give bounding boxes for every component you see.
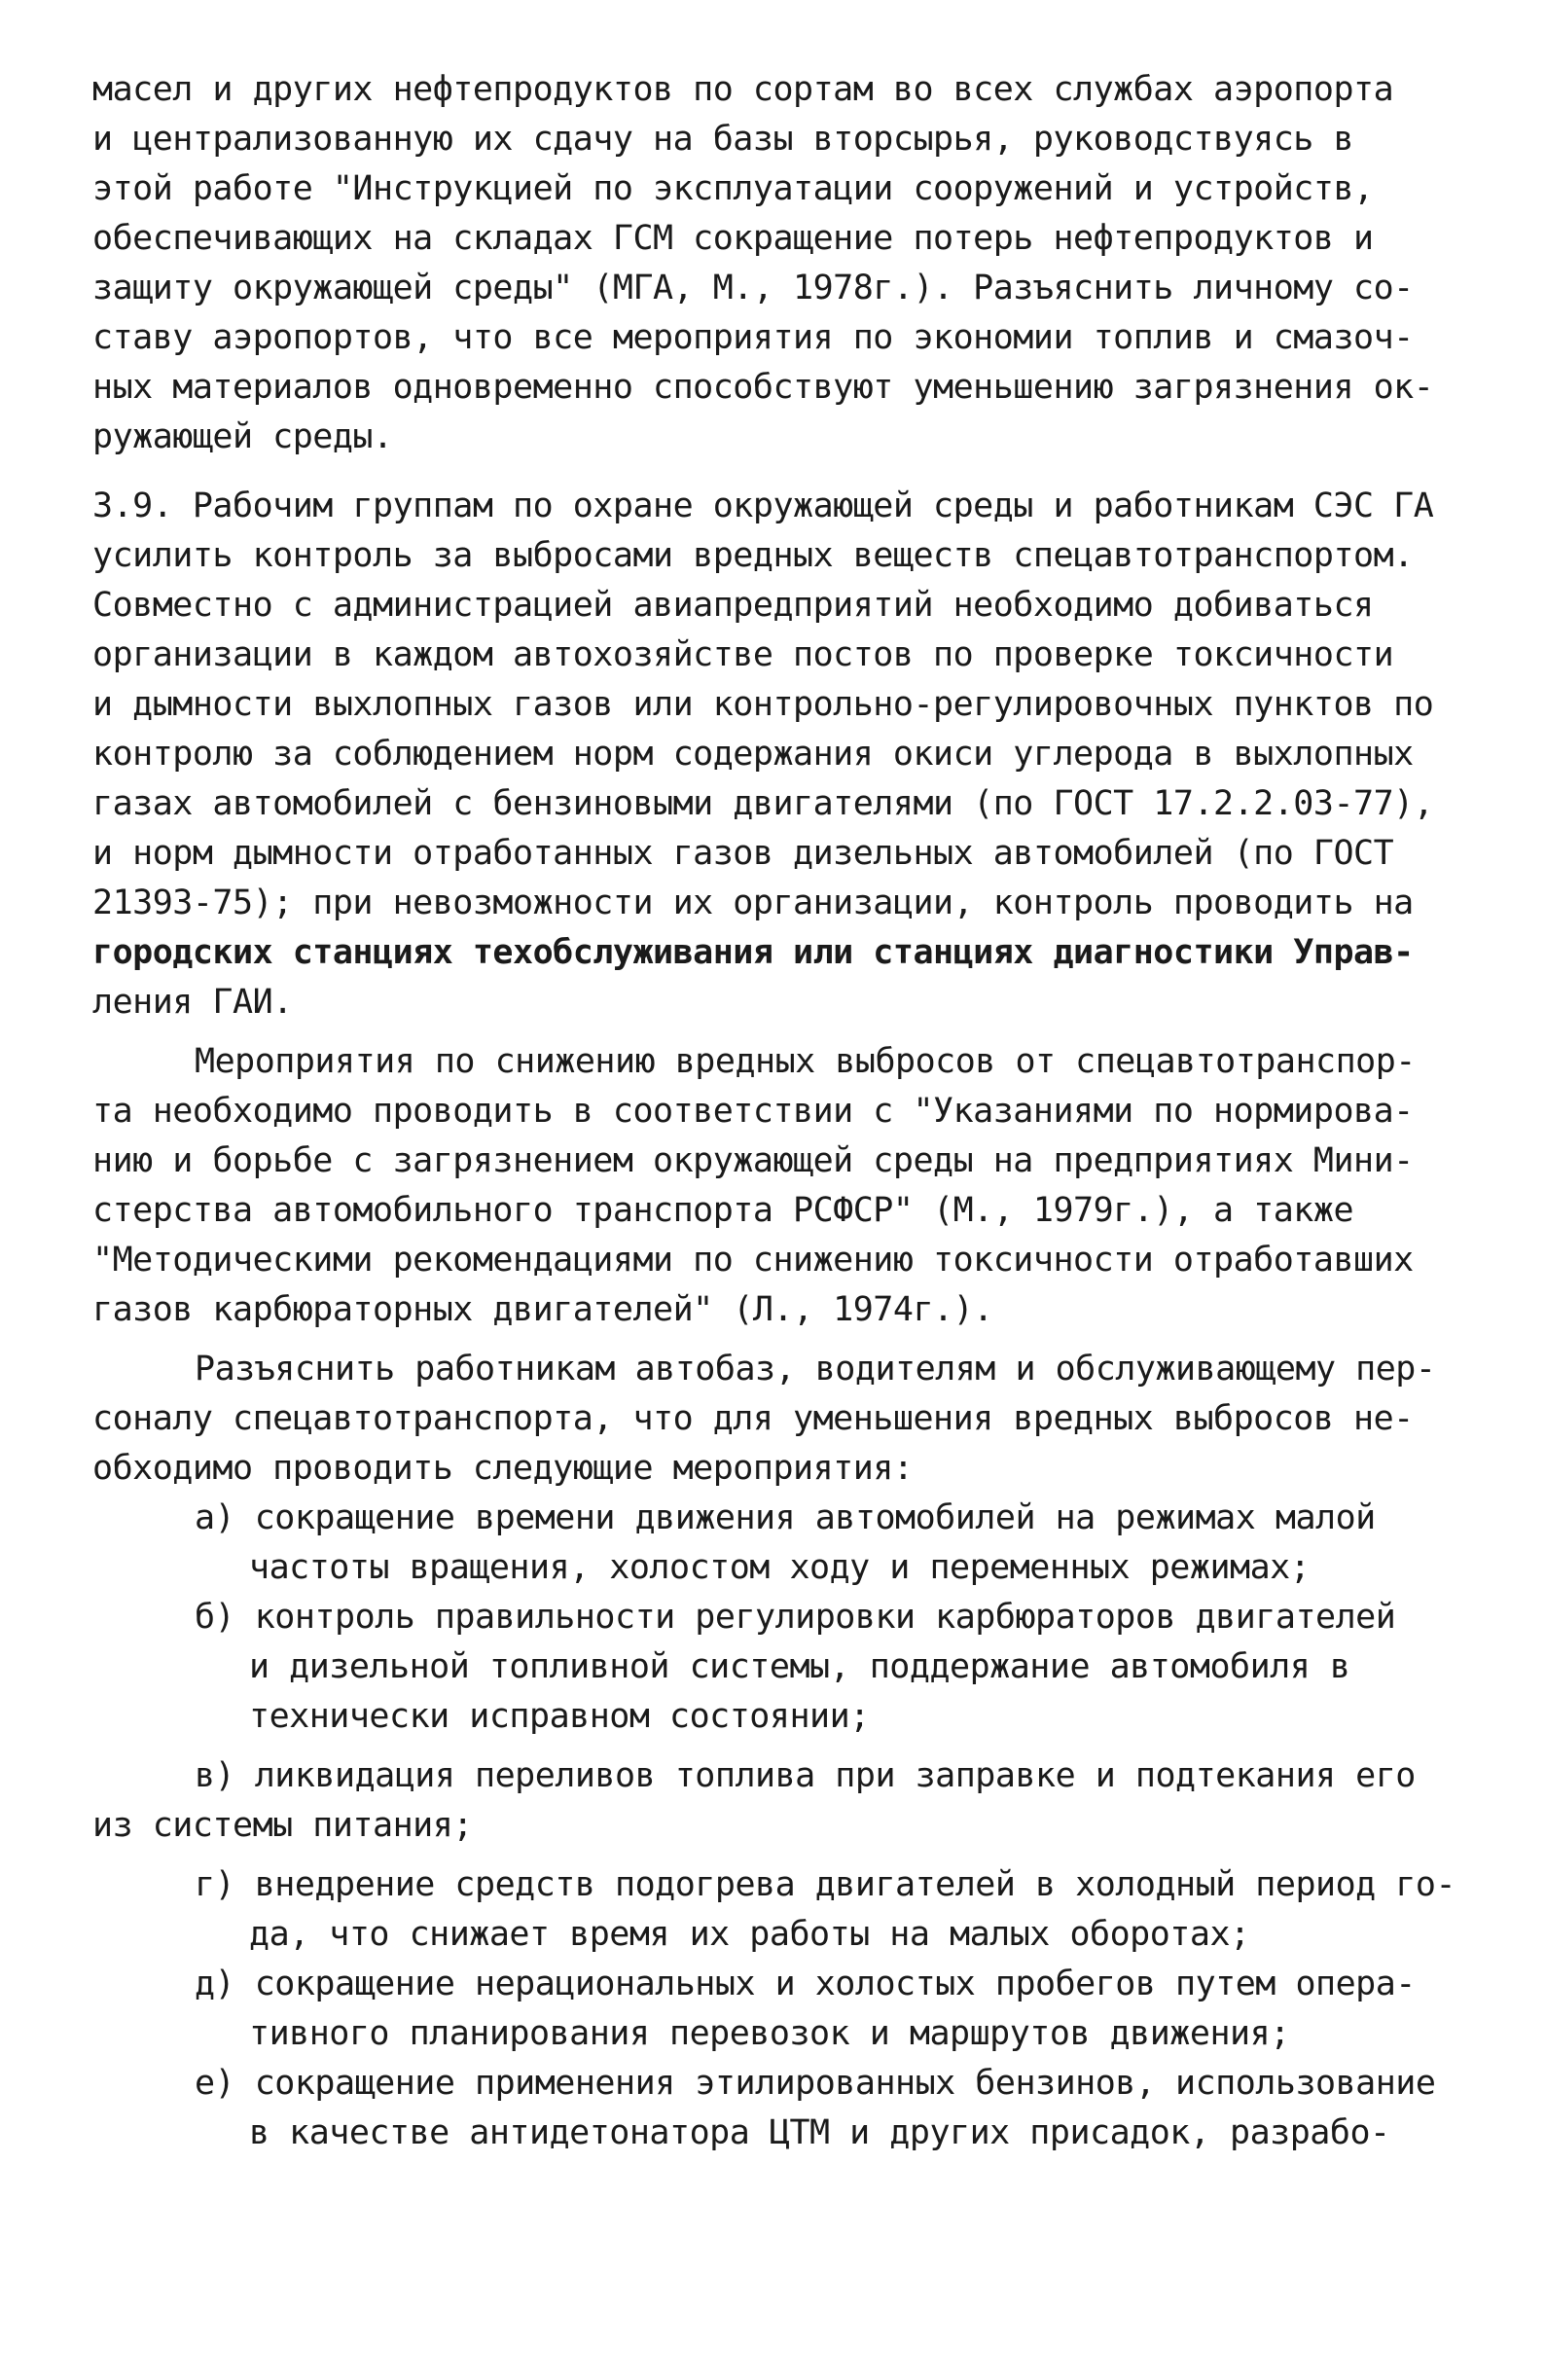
text-line: газах автомобилей с бензиновыми двигателями (по ГОСТ 17.2.2.03-77), [92, 784, 1434, 823]
list-item-d: д) сокращение нерациональных и холостых пробегов путем опера- [195, 1965, 1416, 2003]
text-line: соналу спецавтотранспорта, что для уменьшения вредных выбросов не- [92, 1399, 1414, 1438]
text-line: этой работе "Инструкцией по эксплуатации сооружений и устройств, [92, 169, 1374, 208]
text-line: "Методическими рекомендациями по снижению токсичности отработавших [92, 1241, 1414, 1280]
text-line: и норм дымности отработанных газов дизельных автомобилей (по ГОСТ [92, 834, 1394, 873]
text-line: газов карбюраторных двигателей" (Л., 1974г.). [92, 1290, 993, 1329]
text-line: контролю за соблюдением норм содержания окиси углерода в выхлопных [92, 735, 1414, 774]
text-line: и дымности выхлопных газов или контрольно-регулировочных пунктов по [92, 685, 1434, 724]
text-line: ных материалов одновременно способствуют уменьшению загрязнения ок- [92, 368, 1434, 407]
list-item-a: а) сокращение времени движения автомобилей на режимах малой [195, 1498, 1376, 1537]
list-item-continuation: частоты вращения, холостом ходу и переменных режимах; [249, 1548, 1311, 1587]
list-item-b: б) контроль правильности регулировки карбюраторов двигателей [195, 1598, 1396, 1637]
list-item-v: в) ликвидация переливов топлива при заправке и подтекания его [195, 1756, 1416, 1795]
paragraph-first-line: Разъяснить работникам автобаз, водителям и обслуживающему пер- [195, 1350, 1436, 1388]
text-line: та необходимо проводить в соответствии с "Указаниями по нормирова- [92, 1092, 1414, 1131]
text-line: городских станциях техобслуживания или станциях диагностики Управ- [92, 933, 1414, 972]
paragraph-first-line: Мероприятия по снижению вредных выбросов от спецавтотранспор- [195, 1042, 1416, 1081]
text-line: организации в каждом автохозяйстве постов по проверке токсичности [92, 635, 1394, 674]
list-item-continuation: в качестве антидетонатора ЦТМ и других присадок, разрабо- [249, 2113, 1390, 2152]
list-item-continuation: и дизельной топливной системы, поддержание автомобиля в [249, 1647, 1350, 1686]
text-line: и централизованную их сдачу на базы вторсырья, руководствуясь в [92, 120, 1354, 159]
text-line: обеспечивающих на складах ГСМ сокращение потерь нефтепродуктов и [92, 219, 1374, 258]
text-line: ставу аэропортов, что все мероприятия по экономии топлив и смазоч- [92, 318, 1414, 357]
list-item-continuation: из системы питания; [92, 1806, 473, 1845]
list-item-e: е) сокращение применения этилированных бензинов, использование [195, 2064, 1436, 2103]
text-line: нию и борьбе с загрязнением окружающей среды на предприятиях Мини- [92, 1141, 1414, 1180]
text-line: ления ГАИ. [92, 983, 293, 1022]
list-item-continuation: тивного планирования перевозок и маршрутов движения; [249, 2014, 1290, 2053]
list-item-g: г) внедрение средств подогрева двигателей в холодный период го- [195, 1865, 1456, 1904]
text-line: защиту окружающей среды" (МГА, М., 1978г.). Разъяснить личному со- [92, 269, 1414, 307]
text-line: Совместно с администрацией авиапредприятий необходимо добиваться [92, 586, 1374, 625]
list-item-continuation: да, что снижает время их работы на малых оборотах; [249, 1915, 1250, 1954]
text-line: ружающей среды. [92, 417, 393, 456]
text-line: обходимо проводить следующие мероприятия: [92, 1449, 914, 1488]
text-line: масел и других нефтепродуктов по сортам во всех службах аэропорта [92, 70, 1394, 109]
text-line: стерства автомобильного транспорта РСФСР" (М., 1979г.), а также [92, 1191, 1354, 1230]
section-heading-line: 3.9. Рабочим группам по охране окружающей среды и работникам СЭС ГА [92, 487, 1434, 525]
text-line: усилить контроль за выбросами вредных веществ спецавтотранспортом. [92, 536, 1414, 575]
list-item-continuation: технически исправном состоянии; [249, 1697, 870, 1736]
text-line: 21393-75); при невозможности их организации, контроль проводить на [92, 883, 1414, 922]
